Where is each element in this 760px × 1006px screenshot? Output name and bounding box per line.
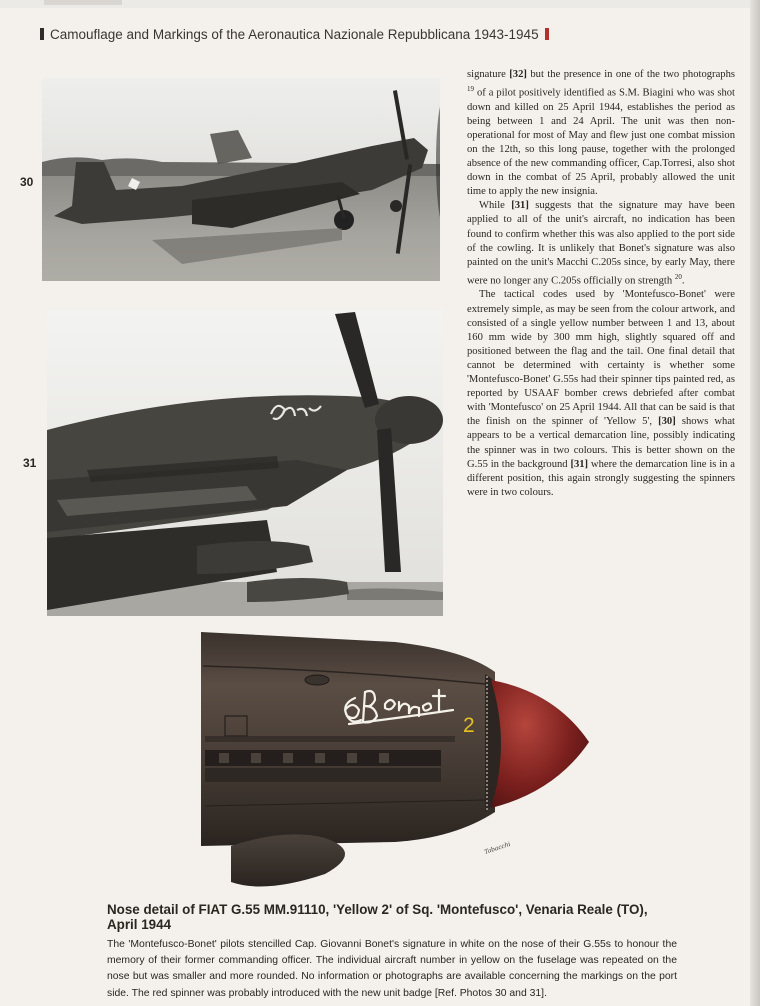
nose-profile-artwork bbox=[195, 632, 595, 894]
photo-ref-31b: [31] bbox=[570, 458, 589, 470]
paragraph-2 bbox=[467, 199, 735, 288]
header-red-bar-icon bbox=[545, 28, 549, 40]
p3-text-a: The tactical codes used by 'Montefusco-Bonet' were extremely simple, as may be seen from the colour artwork, and consisted of a single yellow number between 1 and 13, about 160 mm wide by 300 mm high, slightly squared off and positioned between the flag and the tail. One final detail that cannot be determined with certainty is whether some 'Montefusco-Bonet' G.55s had their spinner tips painted red, as reported by USAAF bomber crews debriefed after combat with 'Montefusco' on 25 April 1944. All that can be said is that the finish on the spinner of 'Yellow 5', bbox=[467, 289, 735, 428]
artist-signature: Tabacchi bbox=[483, 840, 512, 856]
photo-ref-30: [30] bbox=[658, 416, 676, 428]
top-strip bbox=[0, 0, 760, 8]
profile-caption bbox=[107, 902, 677, 1002]
photo-number-31: 31 bbox=[23, 456, 37, 470]
p2-text-a: While bbox=[479, 200, 512, 212]
photo-31-image bbox=[47, 310, 443, 616]
yellow-number: 2 bbox=[463, 714, 475, 737]
body-text-column bbox=[467, 68, 735, 500]
caption-title: Nose detail of FIAT G.55 MM.91110, 'Yellow 2' of Sq. 'Montefusco', Venaria Reale (TO), April 1944 bbox=[107, 902, 648, 932]
p1-text-b: but the presence in one of the two photographs bbox=[526, 69, 736, 80]
p3-text-b: shows what appears to be a vertical demarcation line, possibly indicating the spinner was in two colours. This is better shown on the G.55 in the background bbox=[467, 416, 735, 470]
header-title: Camouflage and Markings of the Aeronautica Nazionale Repubblicana 1943-1945 bbox=[50, 26, 539, 42]
caption-body: The 'Montefusco-Bonet' pilots stencilled Cap. Giovanni Bonet's signature in white on the nose of their G.55s to honour the memory of their former commanding officer. The individual aircraft number in yellow on the fuselage was repeated on the nose but was smaller and more rounded. No information or photographs are available concerning the markings on the port side. The red spinner was probably introduced with the new unit badge [Ref. Photos 30 and 31]. bbox=[107, 939, 677, 999]
header-bar-icon bbox=[40, 28, 44, 40]
footnote-20: 20 bbox=[674, 272, 682, 281]
p1-text-c: of a pilot positively identified as S.M. Biagini who was shot down and killed on 25 April 1944, establishes the period as being between 1 and 24 April. The unit was then non-operational for most of May and flew just one combat mission on the 12th, so this long pause, together with the prolonged absence of the new commanding officer, Cap.Torresi, also shot down in the combat of 25 April, probably allowed the unit time to apply the new insignia. bbox=[467, 87, 735, 198]
p1-text-a: signature bbox=[467, 69, 510, 80]
footnote-19: 19 bbox=[467, 85, 474, 94]
photo-30-image bbox=[42, 78, 440, 281]
photo-ref-31: [31] bbox=[511, 200, 529, 212]
p2-text-c: . bbox=[681, 275, 685, 287]
photo-31 bbox=[47, 310, 443, 616]
p3-text-c: where the demarcation line is in a different position, this again strongly suggesting the spinners were in two colours. bbox=[467, 458, 736, 498]
paragraph-1 bbox=[467, 68, 735, 199]
p2-text-b: suggests that the signature may have been applied to all of the unit's aircraft, no indication has been found to confirm whether this was also applied to the port side of the cowling. It is unlikely that Bonet's signature was also painted on the unit's Macchi C.205s since, by early May, there were no longer any C.205s officially on strength bbox=[467, 200, 735, 287]
photo-30 bbox=[42, 78, 440, 281]
photo-number-30: 30 bbox=[20, 175, 34, 189]
nose-profile-image bbox=[195, 632, 595, 894]
top-mark bbox=[44, 0, 122, 5]
photo-ref-32: [32] bbox=[509, 69, 527, 80]
page-edge bbox=[750, 0, 760, 1006]
paragraph-3 bbox=[467, 288, 735, 499]
running-header bbox=[40, 24, 549, 44]
